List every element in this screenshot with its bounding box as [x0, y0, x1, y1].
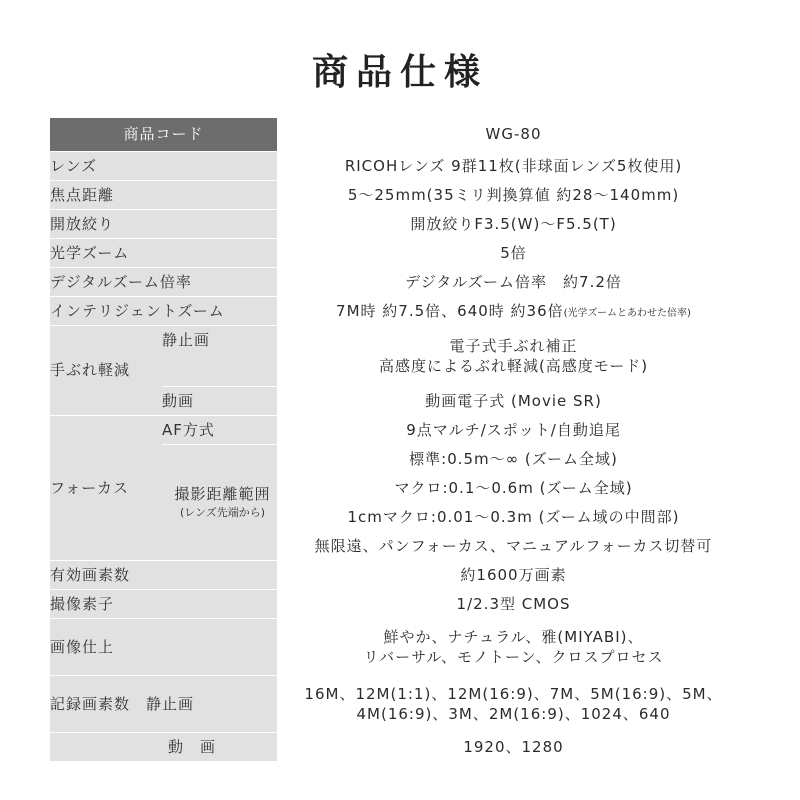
table-row	[50, 239, 750, 268]
sub-label-af: AF方式	[162, 416, 277, 445]
row-value-range-1: 標準:0.5m〜∞ (ズーム全域)	[277, 445, 750, 474]
row-value-lens: RICOHレンズ 9群11枚(非球面レンズ5枚使用)	[277, 152, 750, 181]
sub-label-shake-movie: 動画	[162, 387, 277, 416]
row-label-intelligent-zoom: インテリジェントズーム	[50, 297, 277, 326]
row-label-record-movie: 動 画	[50, 733, 277, 762]
row-value-range-2: マクロ:0.1〜0.6m (ズーム全域)	[277, 474, 750, 503]
table-row	[50, 561, 750, 590]
sub-label-range	[162, 445, 277, 561]
record-still-line-2: 4M(16:9)、3M、2M(16:9)、1024、640	[356, 705, 671, 723]
row-value-digital-zoom: デジタルズーム倍率 約7.2倍	[277, 268, 750, 297]
table-row	[50, 590, 750, 619]
row-value-aperture: 開放絞りF3.5(W)〜F5.5(T)	[277, 210, 750, 239]
table-row	[50, 181, 750, 210]
row-label-optical-zoom: 光学ズーム	[50, 239, 277, 268]
row-value-sensor: 1/2.3型 CMOS	[277, 590, 750, 619]
row-value-optical-zoom: 5倍	[277, 239, 750, 268]
shake-still-line-1: 電子式手ぶれ補正	[449, 336, 578, 355]
table-row	[50, 268, 750, 297]
table-row	[50, 619, 750, 676]
table-row	[50, 416, 750, 445]
row-label-aperture: 開放絞り	[50, 210, 277, 239]
finish-line-1: 鮮やか、ナチュラル、雅(MIYABI)、	[383, 627, 644, 646]
row-value-shake-still	[277, 326, 750, 387]
shake-still-line-2: 高感度によるぶれ軽減(高感度モード)	[378, 357, 649, 375]
page-title: 商品仕様	[311, 52, 488, 93]
row-value-pixels: 約1600万画素	[277, 561, 750, 590]
finish-line-2: リバーサル、モノトーン、クロスプロセス	[363, 648, 664, 666]
row-value-finish	[277, 619, 750, 676]
row-value-range-3: 1cmマクロ:0.01〜0.3m (ズーム域の中間部)	[277, 503, 750, 532]
intelligent-zoom-note: (光学ズームとあわせた倍率)	[563, 307, 691, 319]
row-label-code: 商品コード	[50, 118, 277, 152]
row-value-range-4: 無限遠、パンフォーカス、マニュアルフォーカス切替可	[277, 532, 750, 561]
row-value-record-movie: 1920、1280	[277, 733, 750, 762]
row-value-record-still	[277, 676, 750, 733]
table-row	[50, 676, 750, 733]
row-value-shake-movie: 動画電子式 (Movie SR)	[277, 387, 750, 416]
spec-table	[50, 118, 750, 762]
row-value-intelligent-zoom	[277, 297, 750, 326]
row-label-focus: フォーカス	[50, 416, 162, 561]
row-label-shake: 手ぶれ軽減	[50, 326, 162, 416]
range-note: (レンズ先端から)	[180, 506, 265, 520]
row-value-focal: 5〜25mm(35ミリ判換算値 約28〜140mm)	[277, 181, 750, 210]
row-label-pixels: 有効画素数	[50, 561, 277, 590]
record-still-line-1: 16M、12M(1:1)、12M(16:9)、7M、5M(16:9)、5M、	[304, 684, 723, 703]
table-row	[50, 326, 750, 387]
table-row	[50, 118, 750, 152]
row-label-digital-zoom: デジタルズーム倍率	[50, 268, 277, 297]
row-value-code: WG-80	[277, 118, 750, 152]
row-label-lens: レンズ	[50, 152, 277, 181]
row-label-record: 記録画素数 静止画	[50, 676, 277, 733]
table-row	[50, 210, 750, 239]
row-label-focal: 焦点距離	[50, 181, 277, 210]
row-label-finish: 画像仕上	[50, 619, 277, 676]
table-row	[50, 152, 750, 181]
table-row	[50, 297, 750, 326]
intelligent-zoom-text: 7M時 約7.5倍、640時 約36倍	[336, 301, 564, 320]
row-value-af: 9点マルチ/スポット/自動追尾	[277, 416, 750, 445]
range-label: 撮影距離範囲	[174, 484, 271, 503]
table-row	[50, 733, 750, 762]
sub-label-shake-still: 静止画	[162, 326, 277, 387]
row-label-sensor: 撮像素子	[50, 590, 277, 619]
